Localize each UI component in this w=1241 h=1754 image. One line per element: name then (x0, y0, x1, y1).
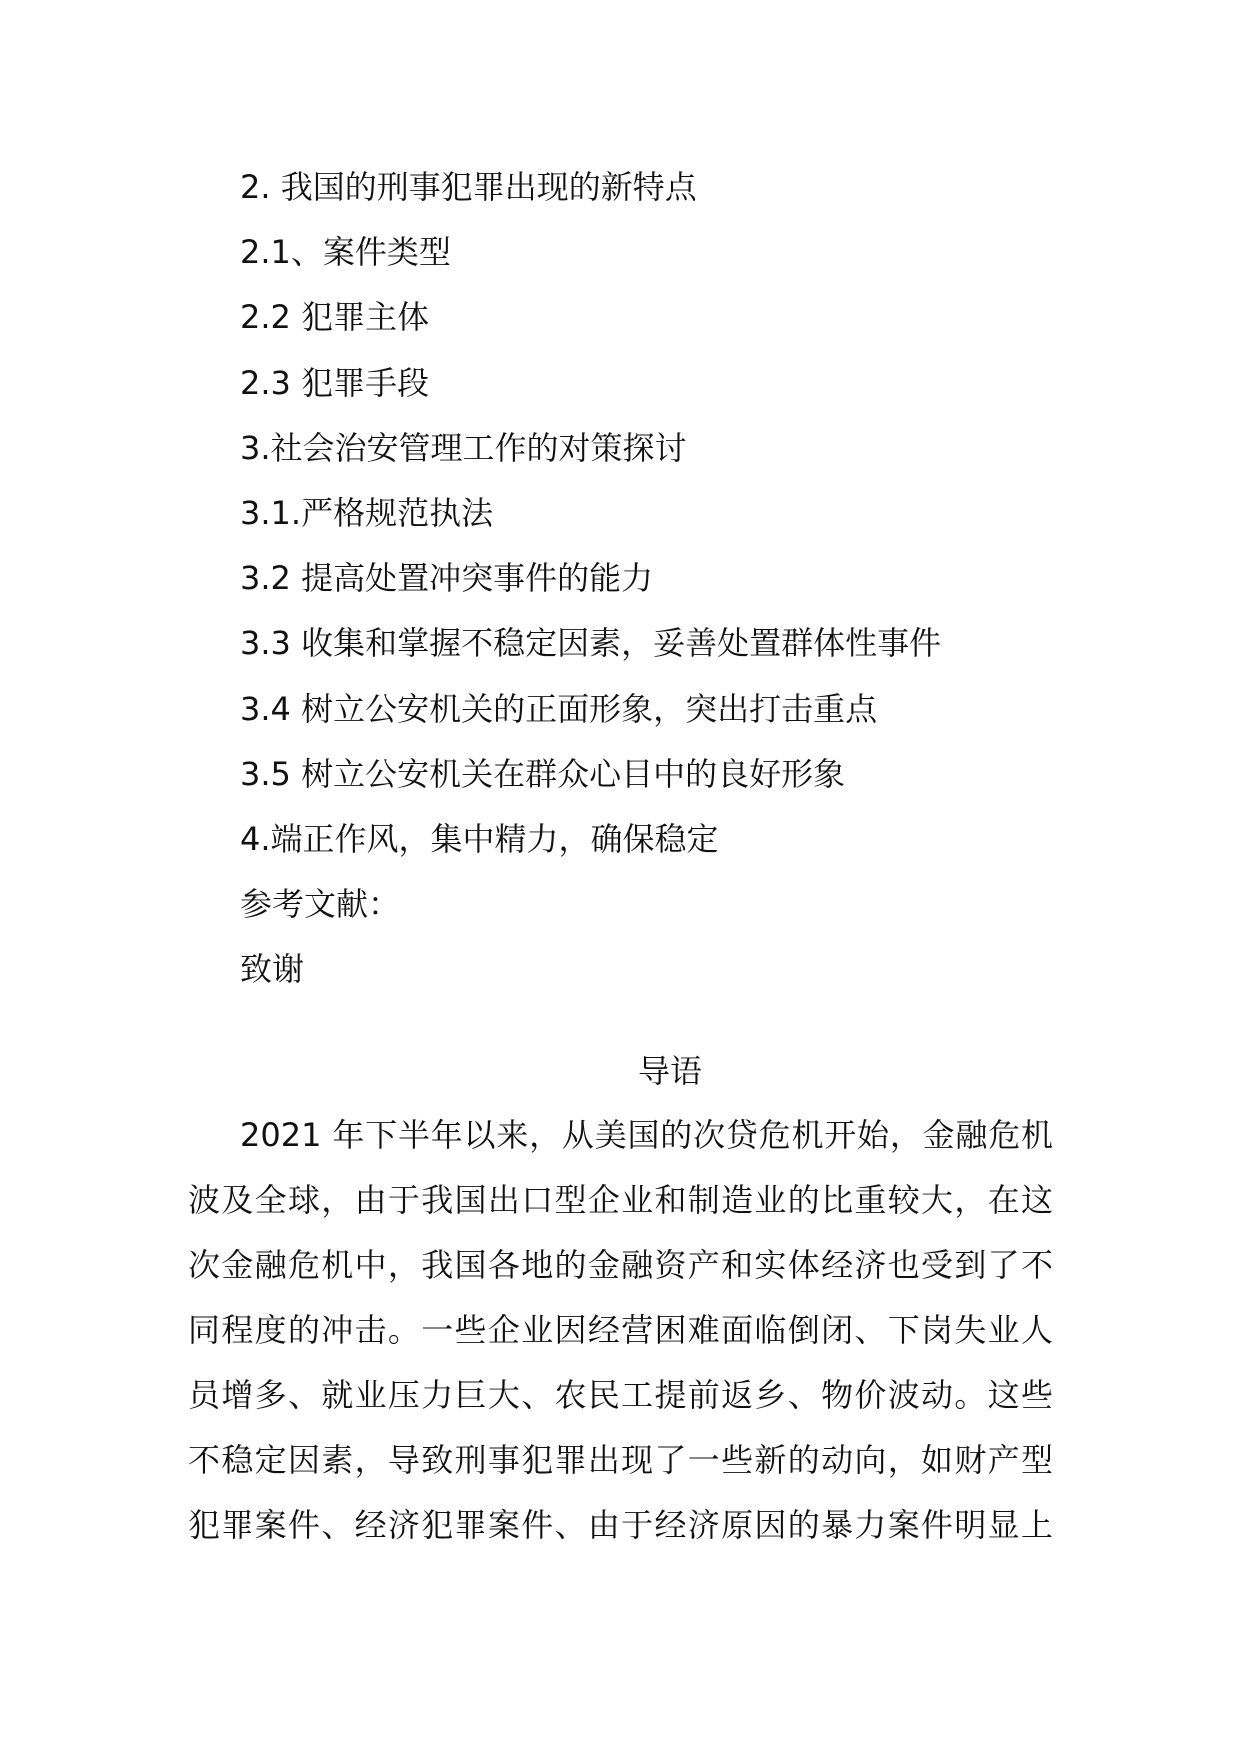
toc-item[interactable]: 2.1、案件类型 (240, 233, 451, 272)
toc-item[interactable]: 2. 我国的刑事犯罪出现的新特点 (240, 168, 697, 206)
toc-item[interactable]: 3.1.严格规范执法 (240, 493, 494, 532)
toc-item[interactable]: 3.社会治安管理工作的对策探讨 (240, 428, 687, 467)
paragraph-line: 同程度的冲击。一些企业因经营困难面临倒闭、下岗失业人 (188, 1311, 1053, 1349)
paragraph-line: 2021 年下半年以来，从美国的次贷危机开始，金融危机 (240, 1116, 1053, 1154)
toc-item[interactable]: 3.5 树立公安机关在群众心目中的良好形象 (240, 754, 846, 793)
toc-item-acknowledgements[interactable]: 致谢 (240, 950, 305, 989)
table-of-contents (240, 157, 941, 1004)
toc-item[interactable]: 4.端正作风，集中精力，确保稳定 (240, 819, 719, 858)
paragraph-line: 波及全球，由于我国出口型企业和制造业的比重较大，在这 (188, 1181, 1053, 1219)
toc-item[interactable]: 3.3 收集和掌握不稳定因素，妥善处置群体性事件 (240, 624, 942, 663)
toc-item-references[interactable]: 参考文献： (240, 885, 401, 924)
toc-item[interactable]: 3.4 树立公安机关的正面形象，突出打击重点 (240, 689, 878, 728)
toc-item[interactable]: 3.2 提高处置冲突事件的能力 (240, 559, 654, 598)
paragraph-line: 次金融危机中，我国各地的金融资产和实体经济也受到了不 (188, 1246, 1053, 1284)
paragraph-line: 员增多、就业压力巨大、农民工提前返乡、物价波动。这些 (188, 1376, 1053, 1414)
toc-item[interactable]: 2.2 犯罪主体 (240, 298, 430, 337)
toc-item[interactable]: 2.3 犯罪手段 (240, 363, 430, 402)
section-heading: 导语 (637, 1052, 702, 1090)
paragraph-line: 犯罪案件、经济犯罪案件、由于经济原因的暴力案件明显上 (188, 1506, 1053, 1544)
paragraph-line: 不稳定因素，导致刑事犯罪出现了一些新的动向，如财产型 (188, 1441, 1053, 1479)
